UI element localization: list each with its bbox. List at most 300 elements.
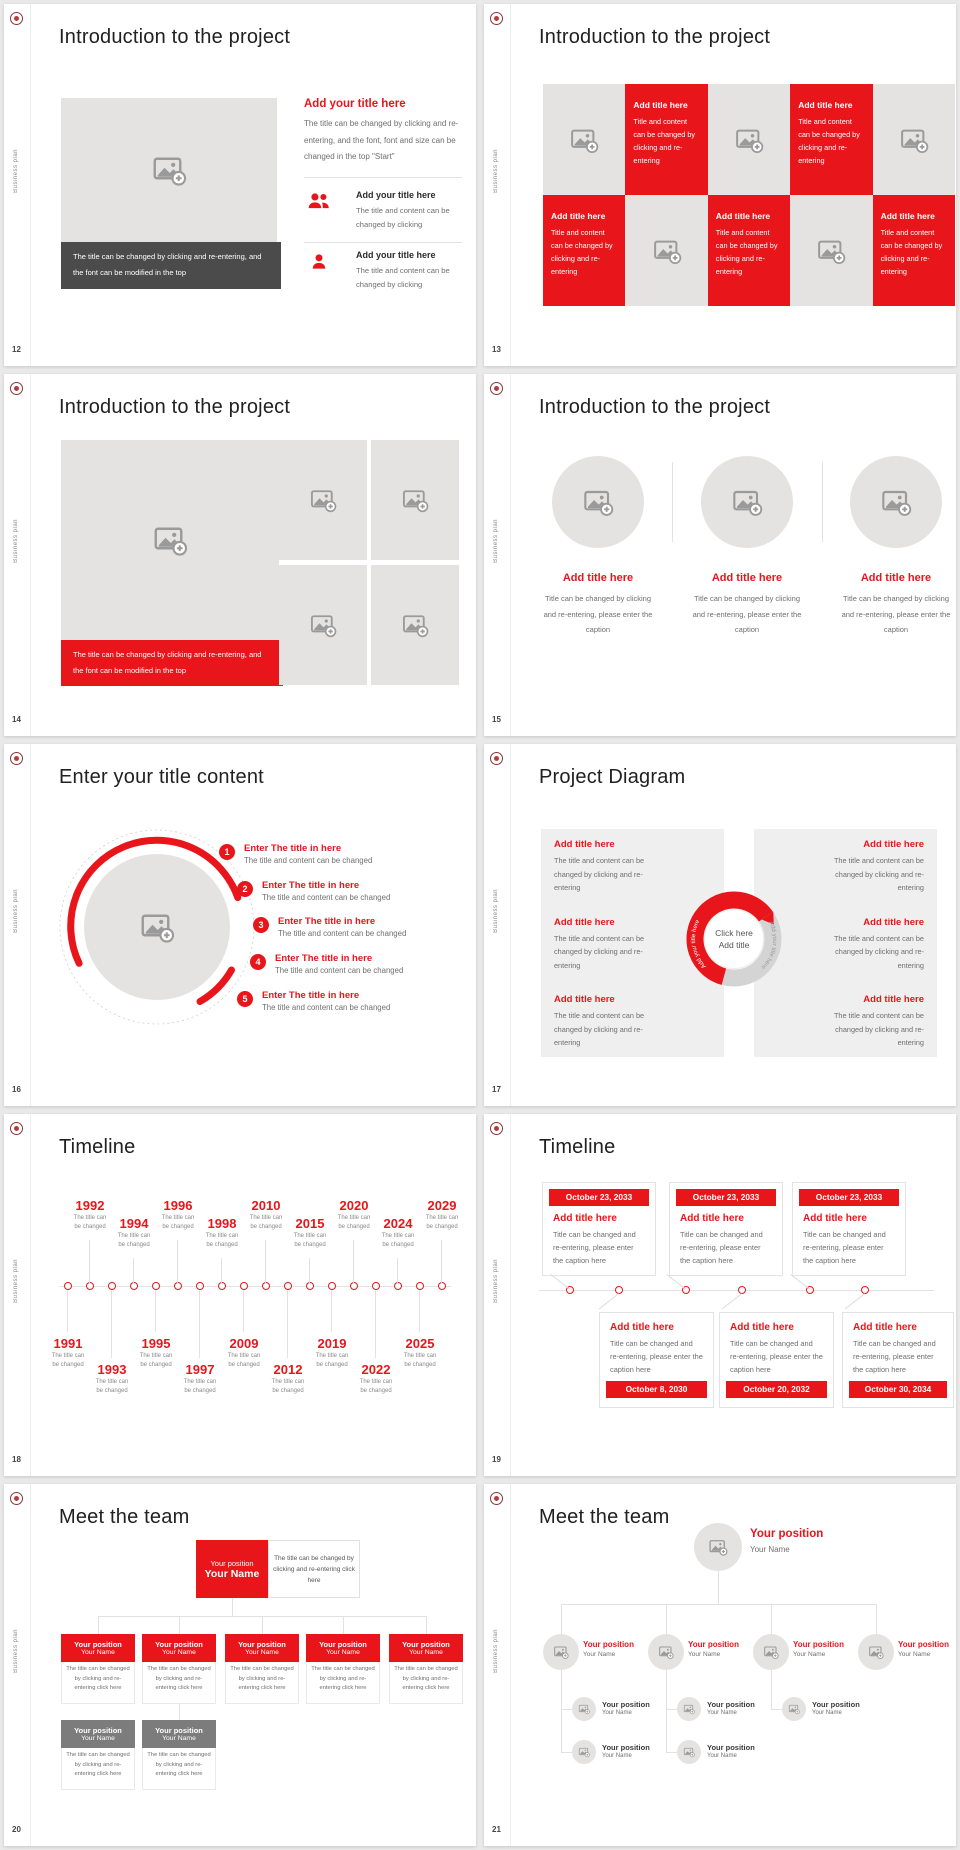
connector-line — [666, 1274, 686, 1290]
logo-dot — [14, 1126, 19, 1131]
timeline-entry — [418, 1198, 466, 1232]
item-body: Title can be changed by clicking and re-entering, please enter the caption — [543, 594, 653, 634]
timeline-marker — [262, 1282, 270, 1290]
image-placeholder[interactable] — [279, 565, 367, 685]
position-label: Your position — [602, 1700, 650, 1709]
timeline-year: 2020 — [339, 1198, 369, 1213]
timeline-caption: The title can be changed — [403, 1353, 437, 1368]
timeline-entry — [66, 1198, 114, 1232]
item-title: Add title here — [853, 1322, 917, 1333]
timeline-marker — [152, 1282, 160, 1290]
connector-line — [419, 1290, 420, 1332]
timeline-marker — [328, 1282, 336, 1290]
step-number: 5 — [237, 991, 253, 1007]
avatar-placeholder[interactable] — [677, 1740, 701, 1764]
logo-dot — [14, 1496, 19, 1501]
add-image-icon — [569, 125, 599, 155]
item-title: Enter The title in here — [262, 880, 360, 891]
position-label: Your position — [898, 1640, 949, 1649]
image-tile[interactable] — [790, 195, 872, 306]
timeline-entry — [264, 1362, 312, 1396]
connector-line — [666, 1709, 677, 1710]
image-tile[interactable] — [873, 84, 955, 195]
timeline-marker — [108, 1282, 116, 1290]
slide-13[interactable] — [484, 4, 956, 366]
avatar-placeholder[interactable] — [543, 1634, 579, 1670]
connector-line — [243, 1290, 244, 1332]
avatar-placeholder[interactable] — [858, 1634, 894, 1670]
position-label: Your position — [602, 1743, 650, 1752]
connector-line — [666, 1752, 677, 1753]
item-title: Add title here — [680, 1213, 744, 1224]
connector-line — [177, 1240, 178, 1284]
avatar-placeholder[interactable] — [782, 1697, 806, 1721]
logo-dot — [494, 386, 499, 391]
brand-logo-icon — [490, 1122, 503, 1135]
connector-line — [771, 1670, 772, 1709]
timeline-entry — [308, 1336, 356, 1370]
timeline-year: 1993 — [97, 1362, 127, 1377]
logo-dot — [494, 1126, 499, 1131]
position-label: Your position — [238, 1640, 286, 1649]
connector-line — [98, 1616, 99, 1634]
name-label: Your Name — [602, 1753, 632, 1759]
brand-vertical-label: Business plan — [493, 519, 499, 563]
brand-vertical-label: Business plan — [13, 1629, 19, 1673]
item-title: Add title here — [554, 994, 615, 1005]
brand-vertical-label: Business plan — [13, 889, 19, 933]
timeline-marker — [284, 1282, 292, 1290]
item-title: Add title here — [610, 1322, 674, 1333]
slide-17[interactable] — [484, 744, 956, 1106]
org-member-box-gray — [142, 1720, 216, 1748]
logo-dot — [494, 16, 499, 21]
panel-item — [554, 994, 711, 1050]
item-title: Add title here — [553, 1213, 617, 1224]
item-body: Title can be changed and re-entering, please enter the caption here — [680, 1230, 763, 1265]
add-image-icon — [763, 1644, 779, 1660]
slide-15[interactable] — [484, 374, 956, 736]
timeline-caption: The title can be changed — [183, 1379, 217, 1394]
position-label: Your position — [688, 1640, 739, 1649]
timeline-year: 1992 — [75, 1198, 105, 1213]
slide-rail — [4, 1114, 31, 1476]
position-label: Your position — [707, 1700, 755, 1709]
slide-21[interactable] — [484, 1484, 956, 1846]
slide-rail — [4, 374, 31, 736]
brand-logo-icon — [490, 382, 503, 395]
timeline-caption: The title can be changed — [117, 1233, 151, 1248]
timeline-year: 2025 — [405, 1336, 435, 1351]
brand-vertical-label: Business plan — [493, 1259, 499, 1303]
item-body: The title and content can be changed by clicking and re-entering — [554, 1011, 645, 1047]
connector-line — [232, 1598, 233, 1616]
date-badge: October 23, 2033 — [549, 1189, 649, 1206]
item-body: Title can be changed and re-entering, please enter the caption here — [610, 1339, 703, 1374]
item-title: Enter The title in here — [262, 990, 360, 1001]
timeline-marker — [615, 1286, 623, 1294]
tile-title: Add title here — [633, 100, 688, 110]
add-image-icon — [880, 486, 912, 518]
timeline-entry — [352, 1362, 400, 1396]
connector-line — [287, 1290, 288, 1358]
image-placeholder[interactable] — [61, 98, 277, 242]
org-member-caption: The title can be changed by clicking and re-entering click here — [61, 1748, 135, 1790]
org-member-caption: The title can be changed by clicking and re-entering click here — [225, 1662, 299, 1704]
image-placeholder-circle[interactable] — [552, 456, 644, 548]
position-label: Your position — [155, 1726, 203, 1735]
timeline-year: 1991 — [53, 1336, 83, 1351]
timeline-year: 2022 — [361, 1362, 391, 1377]
timeline-marker — [350, 1282, 358, 1290]
text-tile[interactable] — [543, 195, 625, 306]
timeline-entry — [220, 1336, 268, 1370]
org-member-box — [389, 1634, 463, 1662]
org-member-box — [306, 1634, 380, 1662]
timeline-callout — [842, 1312, 954, 1408]
connector-line — [722, 1293, 742, 1309]
brand-logo-icon — [490, 12, 503, 25]
slide-rail — [4, 4, 31, 366]
slide-rail — [4, 744, 31, 1106]
org-member-box — [142, 1634, 216, 1662]
slide-18[interactable] — [4, 1114, 476, 1476]
timeline-year: 2010 — [251, 1198, 281, 1213]
connector-line — [262, 1616, 263, 1634]
slide-title: Meet the team — [539, 1506, 670, 1528]
avatar-placeholder[interactable] — [572, 1697, 596, 1721]
image-tile[interactable] — [708, 84, 790, 195]
timeline-marker — [64, 1282, 72, 1290]
tile-body: Title and content can be changed by clicking and re-entering — [798, 117, 860, 165]
name-label: Your Name — [245, 1649, 279, 1656]
timeline-entry — [198, 1216, 246, 1250]
connector-line — [599, 1293, 619, 1309]
step-number: 1 — [219, 844, 235, 860]
timeline-entry — [154, 1198, 202, 1232]
connector-line — [375, 1290, 376, 1358]
column-divider — [672, 462, 673, 542]
name-label: Your Name — [583, 1651, 616, 1658]
brand-vertical-label: Business plan — [493, 149, 499, 193]
logo-dot — [14, 16, 19, 21]
timeline-marker — [394, 1282, 402, 1290]
person-icon — [309, 252, 329, 272]
slide-title: Introduction to the project — [59, 26, 291, 48]
timeline-marker — [738, 1286, 746, 1294]
content-heading: Add your title here — [304, 98, 406, 110]
timeline-callout — [599, 1312, 714, 1408]
avatar-placeholder[interactable] — [694, 1523, 742, 1571]
text-tile[interactable] — [625, 84, 707, 195]
timeline-callout — [542, 1182, 656, 1276]
item-title: Add title here — [863, 916, 924, 928]
add-image-icon — [578, 1703, 590, 1715]
date-badge: October 30, 2034 — [849, 1381, 947, 1398]
connector-line — [666, 1670, 667, 1752]
position-label: Your position — [793, 1640, 844, 1649]
item-body: The title and content can be changed by clicking — [356, 266, 450, 289]
name-label: Your Name — [81, 1649, 115, 1656]
connector-line — [309, 1258, 310, 1284]
slide-title: Meet the team — [59, 1506, 190, 1528]
connector-line — [561, 1709, 572, 1710]
brand-logo-icon — [10, 1492, 23, 1505]
timeline-caption: The title can be changed — [51, 1353, 85, 1368]
timeline-caption: The title can be changed — [95, 1379, 129, 1394]
add-image-icon — [734, 125, 764, 155]
timeline-caption: The title can be changed — [139, 1353, 173, 1368]
date-badge: October 23, 2033 — [799, 1189, 899, 1206]
connector-line — [221, 1258, 222, 1284]
timeline-marker — [372, 1282, 380, 1290]
connector-line — [343, 1616, 344, 1634]
timeline-marker — [196, 1282, 204, 1290]
item-body: The title and content can be changed by clicking and re-entering — [554, 856, 645, 892]
slide-title: Timeline — [59, 1136, 136, 1158]
timeline-entry — [286, 1216, 334, 1250]
timeline-caption: The title can be changed — [315, 1353, 349, 1368]
item-title: Add title here — [863, 994, 924, 1005]
add-image-icon — [151, 152, 187, 188]
add-image-icon — [309, 486, 337, 514]
timeline-marker — [174, 1282, 182, 1290]
add-image-icon — [152, 522, 188, 558]
image-placeholder[interactable] — [61, 440, 279, 640]
image-tile[interactable] — [543, 84, 625, 195]
timeline-entry — [44, 1336, 92, 1370]
connector-line — [397, 1258, 398, 1284]
tile-title: Add title here — [880, 211, 935, 221]
timeline-year: 2019 — [317, 1336, 347, 1351]
add-image-icon — [816, 236, 846, 266]
date-badge: October 20, 2032 — [726, 1381, 827, 1398]
connector-line — [67, 1290, 68, 1332]
timeline-caption: The title can be changed — [161, 1215, 195, 1230]
diagram-center-line1: Click here — [715, 928, 753, 938]
step-number: 4 — [250, 954, 266, 970]
org-member-caption: The title can be changed by clicking and re-entering click here — [142, 1748, 216, 1790]
slide-title: Introduction to the project — [539, 26, 771, 48]
timeline-axis — [539, 1290, 934, 1291]
timeline-marker — [130, 1282, 138, 1290]
timeline-caption: The title can be changed — [337, 1215, 371, 1230]
name-label: Your Name — [793, 1651, 826, 1658]
connector-line — [550, 1274, 570, 1290]
text-tile[interactable] — [873, 195, 955, 306]
position-label: Your position — [402, 1640, 450, 1649]
logo-dot — [14, 756, 19, 761]
image-placeholder[interactable] — [371, 565, 459, 685]
brand-vertical-label: Business plan — [493, 1629, 499, 1673]
timeline-entry — [110, 1216, 158, 1250]
connector-line — [790, 1274, 810, 1290]
connector-line — [561, 1604, 876, 1605]
avatar-placeholder[interactable] — [753, 1634, 789, 1670]
name-label: Your Name — [812, 1710, 842, 1716]
position-label: Your position — [750, 1528, 824, 1540]
step-number: 2 — [237, 881, 253, 897]
add-image-icon — [899, 125, 929, 155]
connector-line — [353, 1240, 354, 1284]
image-placeholder-circle[interactable] — [701, 456, 793, 548]
page-number: 18 — [12, 1455, 21, 1464]
item-body: The title and content can be changed by clicking and re-entering — [833, 856, 924, 892]
position-label: Your position — [210, 1558, 254, 1568]
timeline-marker — [438, 1282, 446, 1290]
slide-19[interactable] — [484, 1114, 956, 1476]
image-placeholder[interactable] — [371, 440, 459, 560]
add-image-icon — [582, 486, 614, 518]
page-number: 14 — [12, 715, 21, 724]
name-label: Your Name — [162, 1649, 196, 1656]
name-label: Your Name — [898, 1651, 931, 1658]
arc-label-left: Add your title here — [690, 919, 708, 969]
item-title: Add title here — [554, 839, 615, 850]
timeline-axis — [59, 1286, 451, 1287]
brand-logo-icon — [10, 752, 23, 765]
slide-14[interactable] — [4, 374, 476, 736]
brand-vertical-label: Business plan — [13, 1259, 19, 1303]
image-placeholder[interactable] — [279, 440, 367, 560]
org-member-caption: The title can be changed by clicking and re-entering click here — [142, 1662, 216, 1704]
panel-item — [767, 994, 924, 1050]
item-title: Add title here — [863, 839, 924, 850]
connector-line — [155, 1290, 156, 1332]
name-label: Your Name — [204, 1567, 260, 1580]
org-member-caption: The title can be changed by clicking and re-entering click here — [389, 1662, 463, 1704]
timeline-caption: The title can be changed — [381, 1233, 415, 1248]
timeline-year: 1998 — [207, 1216, 237, 1231]
slide-rail — [484, 744, 511, 1106]
timeline-marker — [861, 1286, 869, 1294]
slide-12[interactable] — [4, 4, 476, 366]
item-body: Title can be changed and re-entering, please enter the caption here — [553, 1230, 636, 1265]
name-label: Your Name — [326, 1649, 360, 1656]
timeline-caption: The title can be changed — [227, 1353, 261, 1368]
item-body: Title can be changed and re-entering, please enter the caption here — [853, 1339, 936, 1374]
tile-body: Title and content can be changed by clicking and re-entering — [551, 228, 613, 276]
page-number: 16 — [12, 1085, 21, 1094]
slide-rail — [484, 1484, 511, 1846]
item-title: Add title here — [730, 1322, 794, 1333]
add-image-icon — [652, 236, 682, 266]
logo-dot — [494, 1496, 499, 1501]
org-root-note: The title can be changed by clicking and re-entering click here — [268, 1540, 360, 1598]
timeline-year: 2024 — [383, 1216, 413, 1231]
avatar-placeholder[interactable] — [572, 1740, 596, 1764]
page-number: 20 — [12, 1825, 21, 1834]
timeline-marker — [240, 1282, 248, 1290]
position-label: Your position — [583, 1640, 634, 1649]
position-label: Your position — [812, 1700, 860, 1709]
tile-body: Title and content can be changed by clicking and re-entering — [633, 117, 696, 165]
avatar-placeholder[interactable] — [677, 1697, 701, 1721]
timeline-year: 2009 — [229, 1336, 259, 1351]
tile-title: Add title here — [798, 100, 853, 110]
name-label: Your Name — [688, 1651, 721, 1658]
slide-rail — [484, 374, 511, 736]
name-label: Your Name — [162, 1735, 196, 1742]
connector-line — [771, 1604, 772, 1634]
brand-logo-icon — [490, 752, 503, 765]
timeline-caption: The title can be changed — [205, 1233, 239, 1248]
connector-line — [111, 1290, 112, 1358]
name-label: Your Name — [750, 1545, 790, 1554]
add-image-icon — [578, 1746, 590, 1758]
cycle-arrow-diagram — [672, 877, 796, 1001]
tile-title: Add title here — [551, 211, 606, 221]
brand-vertical-label: Business plan — [13, 519, 19, 563]
avatar-placeholder[interactable] — [648, 1634, 684, 1670]
item-body: The title and content can be changed — [262, 1003, 391, 1012]
connector-line — [771, 1709, 782, 1710]
connector-line — [876, 1604, 877, 1634]
timeline-caption: The title can be changed — [293, 1233, 327, 1248]
image-caption-bar: The title can be changed by clicking and re-entering, and the font can be modified in the top — [61, 242, 281, 289]
timeline-caption: The title can be changed — [271, 1379, 305, 1394]
slide-20[interactable] — [4, 1484, 476, 1846]
slide-title: Enter your title content — [59, 766, 264, 788]
position-label: Your position — [155, 1640, 203, 1649]
timeline-entry — [396, 1336, 444, 1370]
org-root-box — [196, 1540, 268, 1598]
image-tile[interactable] — [625, 195, 707, 306]
divider-line — [304, 242, 462, 243]
item-body: The title and content can be changed by clicking and re-entering — [833, 933, 924, 970]
org-member-caption: The title can be changed by clicking and re-entering click here — [61, 1662, 135, 1704]
date-badge: October 8, 2030 — [606, 1381, 707, 1398]
timeline-caption: The title can be changed — [249, 1215, 283, 1230]
add-image-icon — [401, 486, 429, 514]
item-body: Title can be changed by clicking and re-entering, please enter the caption — [841, 594, 951, 634]
text-tile[interactable] — [708, 195, 790, 306]
add-image-icon — [553, 1644, 569, 1660]
slide-rail — [484, 4, 511, 366]
connector-line — [666, 1604, 667, 1634]
item-title: Add title here — [803, 1213, 867, 1224]
item-body: The title and content can be changed by clicking and re-entering — [833, 1011, 924, 1047]
connector-line — [179, 1616, 180, 1634]
slide-16[interactable] — [4, 744, 476, 1106]
item-title: Add title here — [562, 572, 634, 584]
page-number: 19 — [492, 1455, 501, 1464]
timeline-marker — [218, 1282, 226, 1290]
add-image-icon — [788, 1703, 800, 1715]
image-placeholder-circle[interactable] — [850, 456, 942, 548]
timeline-entry — [374, 1216, 422, 1250]
org-member-box — [225, 1634, 299, 1662]
connector-line — [426, 1616, 427, 1634]
item-title: Enter The title in here — [275, 953, 373, 964]
item-body: Title can be changed and re-entering, please enter the caption here — [730, 1339, 823, 1374]
timeline-year: 1994 — [119, 1216, 149, 1231]
timeline-entry — [132, 1336, 180, 1370]
text-tile[interactable] — [790, 84, 872, 195]
position-label: Your position — [74, 1640, 122, 1649]
connector-line — [845, 1293, 865, 1309]
item-title: Add your title here — [356, 250, 436, 260]
connector-line — [331, 1290, 332, 1332]
add-image-icon — [868, 1644, 884, 1660]
slide-rail — [4, 1484, 31, 1846]
item-body: The title and content can be changed — [278, 929, 407, 938]
connector-line — [133, 1258, 134, 1284]
step-number: 3 — [253, 917, 269, 933]
add-image-icon — [683, 1703, 695, 1715]
image-caption-bar: The title can be changed by clicking and re-entering, and the font can be modified in the top — [61, 640, 283, 686]
connector-line — [441, 1240, 442, 1284]
